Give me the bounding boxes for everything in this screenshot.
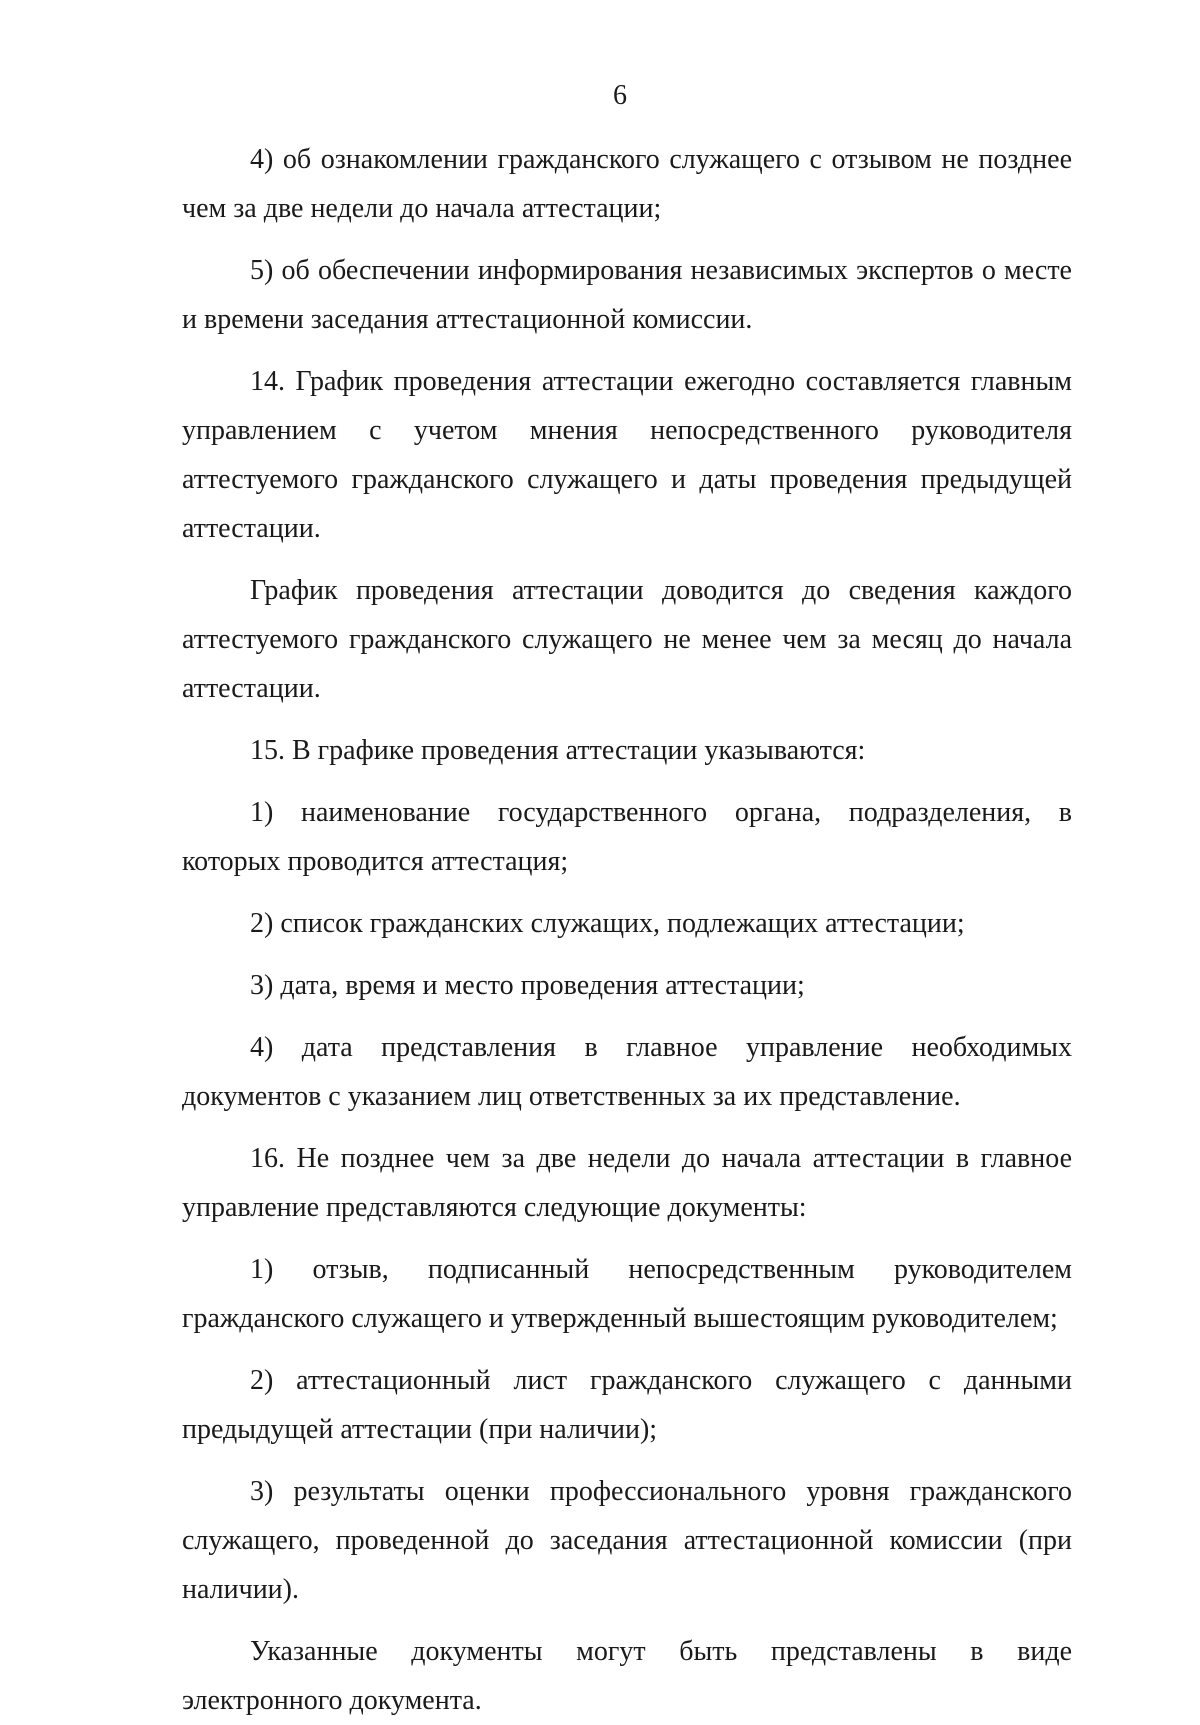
paragraph-schedule-notice: График проведения аттестации доводится до сведения каждого аттестуемого гражданского служащего не менее чем за месяц до начала аттестации. (182, 575, 1072, 704)
page-number: 6 (613, 80, 627, 111)
paragraph-item-5-experts: 5) об обеспечении информирования независимых экспертов о месте и времени заседания аттестационной комиссии. (182, 255, 1072, 335)
paragraph-section-15: 15. В графике проведения аттестации указываются: (250, 735, 866, 766)
paragraph-item-1-organ: 1) наименование государственного органа, подразделения, в которых проводится аттестация; (182, 797, 1072, 877)
paragraph-item-3-results: 3) результаты оценки профессионального уровня гражданского служащего, проведенной до заседания аттестационной комиссии (при наличии). (182, 1476, 1072, 1605)
paragraph-item-1-review: 1) отзыв, подписанный непосредственным руководителем гражданского служащего и утвержденный вышестоящим руководителем; (182, 1254, 1072, 1334)
paragraph-item-2-list: 2) список гражданских служащих, подлежащих аттестации; (250, 908, 965, 939)
paragraph-section-16: 16. Не позднее чем за две недели до начала аттестации в главное управление представляются следующие документы: (182, 1143, 1072, 1223)
paragraph-item-4-acquaintance: 4) об ознакомлении гражданского служащего с отзывом не позднее чем за две недели до начала аттестации; (182, 144, 1072, 224)
paragraph-item-3-date: 3) дата, время и место проведения аттестации; (250, 970, 805, 1001)
document-body (182, 135, 1072, 1725)
paragraph-electronic-form: Указанные документы могут быть представлены в виде электронного документа. (182, 1636, 1072, 1716)
paragraph-item-4-documents: 4) дата представления в главное управление необходимых документов с указанием лиц ответственных за их представление. (182, 1032, 1072, 1112)
paragraph-item-2-sheet: 2) аттестационный лист гражданского служащего с данными предыдущей аттестации (при наличии); (182, 1365, 1072, 1445)
paragraph-section-14: 14. График проведения аттестации ежегодно составляется главным управлением с учетом мнения непосредственного руководителя аттестуемого гражданского служащего и даты проведения предыдущей аттестации. (182, 366, 1072, 544)
